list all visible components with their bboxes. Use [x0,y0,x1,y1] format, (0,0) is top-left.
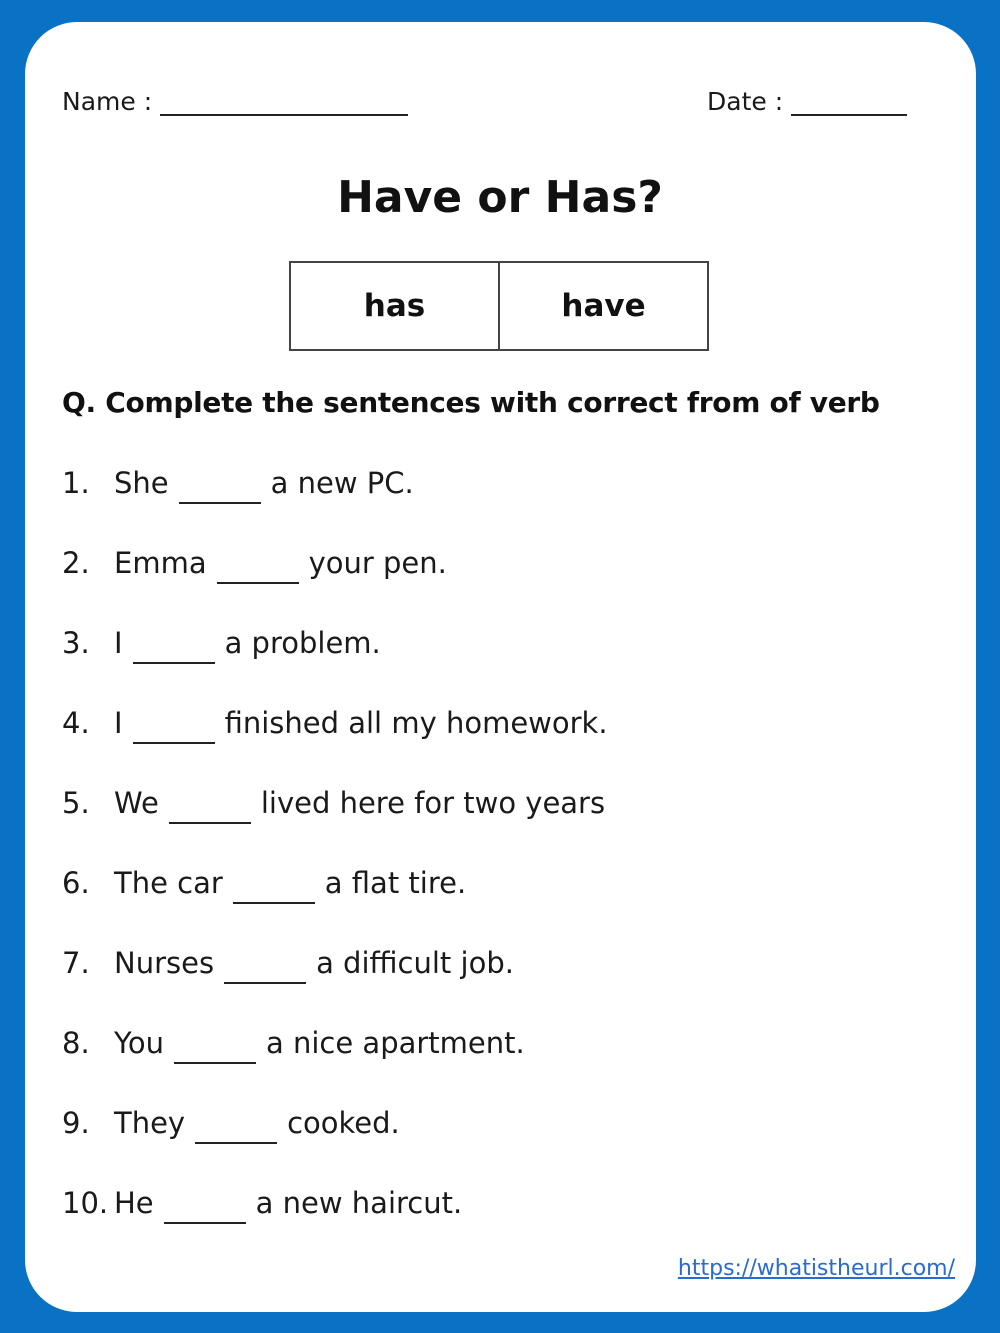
question-item [62,1026,942,1106]
question-number: 6. [62,866,90,900]
page-title: Have or Has? [337,172,663,223]
question-rest: a new PC. [270,466,414,500]
question-number: 1. [62,466,90,500]
header-row [62,86,912,120]
word-bank-item: has [363,288,426,324]
question-rest: your pen. [308,546,447,580]
question-number: 3. [62,626,90,660]
question-rest: finished all my homework. [224,706,608,740]
answer-blank[interactable] [233,866,315,904]
word-bank-item: have [498,263,707,349]
instruction-text: Q. Complete the sentences with correct from of verb [62,386,880,419]
question-item [62,1106,942,1186]
question-subject: I [114,706,123,740]
question-subject: We [114,786,159,820]
question-number: 8. [62,1026,90,1060]
question-subject: The car [114,866,223,900]
answer-blank[interactable] [164,1186,246,1224]
question-subject: She [114,466,169,500]
question-rest: a nice apartment. [266,1026,525,1060]
answer-blank[interactable] [169,786,251,824]
answer-blank[interactable] [133,626,215,664]
name-field [62,86,408,116]
question-number: 7. [62,946,90,980]
question-item [62,466,942,546]
answer-blank[interactable] [174,1026,256,1064]
question-number: 4. [62,706,90,740]
question-item [62,1186,942,1266]
question-item [62,866,942,946]
question-rest: a difficult job. [316,946,514,980]
question-item [62,786,942,866]
question-rest: lived here for two years [260,786,606,820]
question-item [62,946,942,1026]
question-rest: a problem. [224,626,381,660]
question-number: 2. [62,546,90,580]
date-input-line[interactable] [791,86,907,116]
question-subject: You [114,1026,164,1060]
question-subject: Emma [114,546,207,580]
question-rest: a new haircut. [255,1186,463,1220]
question-item [62,546,942,626]
question-number: 5. [62,786,90,820]
word-bank [289,261,709,351]
question-rest: a flat tire. [324,866,467,900]
question-subject: They [114,1106,186,1140]
answer-blank[interactable] [217,546,299,584]
date-field [707,86,907,116]
question-subject: I [114,626,123,660]
question-rest: cooked. [287,1106,400,1140]
question-number: 10. [62,1186,109,1220]
question-item [62,626,942,706]
answer-blank[interactable] [179,466,261,504]
answer-blank[interactable] [224,946,306,984]
question-subject: He [114,1186,154,1220]
answer-blank[interactable] [133,706,215,744]
question-list [62,466,942,1266]
question-item [62,706,942,786]
date-label: Date : [707,87,784,116]
question-number: 9. [62,1106,90,1140]
question-subject: Nurses [114,946,215,980]
source-link[interactable]: https://whatistheurl.com/ [677,1256,955,1281]
answer-blank[interactable] [195,1106,277,1144]
name-input-line[interactable] [160,86,408,116]
name-label: Name : [62,87,153,116]
